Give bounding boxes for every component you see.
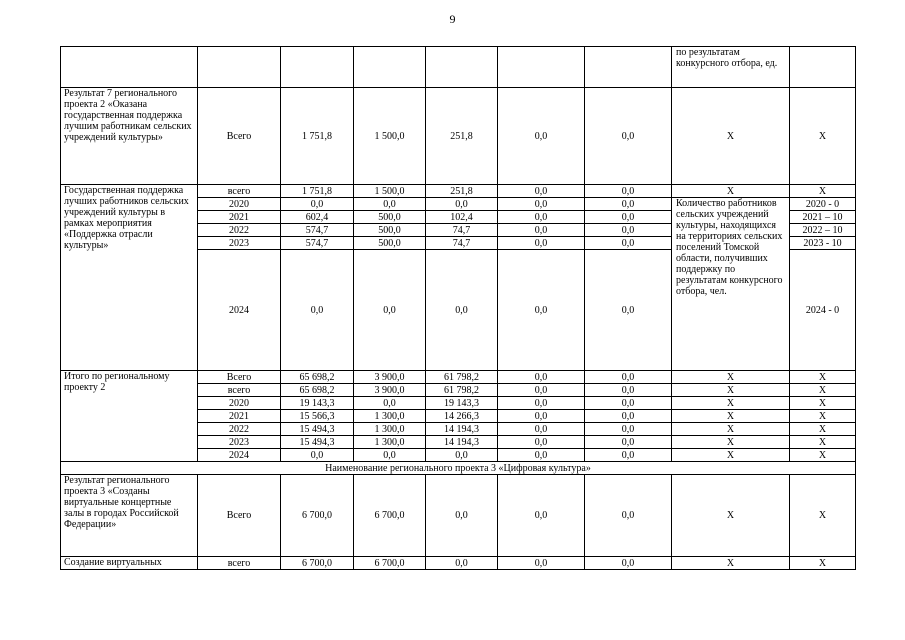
table-cell: 0,0 [354, 198, 426, 211]
table-cell: 1 300,0 [354, 410, 426, 423]
budget-table [60, 46, 856, 570]
table-cell: 0,0 [498, 250, 585, 371]
table-cell: 0,0 [585, 436, 672, 449]
table-cell: 15 494,3 [281, 423, 354, 436]
table-cell: 6 700,0 [354, 475, 426, 557]
table-cell: 500,0 [354, 211, 426, 224]
table-cell: 0,0 [498, 397, 585, 410]
table-cell: Х [790, 449, 856, 462]
row-name-cell: Результат регионального проекта 3 «Созданы виртуальные концертные залы в городах Российской Федерации» [61, 475, 198, 557]
target-cell: 2022 – 10 [790, 224, 856, 237]
table-cell: 2022 [198, 423, 281, 436]
table-cell: 15 494,3 [281, 436, 354, 449]
table-cell: 0,0 [498, 436, 585, 449]
page-number: 9 [449, 12, 456, 26]
table-cell: Х [672, 423, 790, 436]
table-cell: 0,0 [585, 224, 672, 237]
table-cell: 15 566,3 [281, 410, 354, 423]
table-cell: 0,0 [585, 237, 672, 250]
table-cell: всего [198, 185, 281, 198]
table-cell: Х [672, 185, 790, 198]
table-cell: 0,0 [585, 410, 672, 423]
table-cell: 0,0 [498, 423, 585, 436]
table-cell: 3 900,0 [354, 371, 426, 384]
table-cell: 6 700,0 [354, 557, 426, 570]
table-cell: всего [198, 557, 281, 570]
indicator-cell: Количество работников сельских учреждений культуры, находящихся на территориях сельских поселений Томской области, получивших поддержку по результатам конкурсного отбора, чел. [672, 198, 790, 371]
table-cell: 2023 [198, 436, 281, 449]
table-cell [426, 47, 498, 88]
indicator-cell: по результатам конкурсного отбора, ед. [672, 47, 790, 88]
table-cell: 574,7 [281, 224, 354, 237]
table-cell: 6 700,0 [281, 475, 354, 557]
result-row [61, 475, 856, 557]
table-cell: 0,0 [585, 384, 672, 397]
table-cell: всего [198, 384, 281, 397]
table-cell: 0,0 [585, 423, 672, 436]
table-cell [281, 47, 354, 88]
table-cell: 0,0 [498, 237, 585, 250]
table-cell: 0,0 [426, 250, 498, 371]
target-cell: 2020 - 0 [790, 198, 856, 211]
table-cell: Х [790, 397, 856, 410]
table-cell [498, 47, 585, 88]
table-cell: 0,0 [354, 397, 426, 410]
table-cell: 0,0 [498, 557, 585, 570]
row-name-cell: Создание виртуальных [61, 557, 198, 570]
table-cell: 0,0 [498, 475, 585, 557]
row-name-cell: Государственная поддержка лучших работников сельских учреждений культуры в рамках мероприятия «Поддержка отрасли культуры» [61, 185, 198, 371]
table-cell: 74,7 [426, 237, 498, 250]
table-cell: Х [790, 410, 856, 423]
table-cell: 0,0 [426, 557, 498, 570]
table-cell: 0,0 [281, 250, 354, 371]
table-cell: 0,0 [426, 449, 498, 462]
table-cell: 0,0 [498, 384, 585, 397]
table-cell: 61 798,2 [426, 384, 498, 397]
table-cell: Х [790, 557, 856, 570]
table-cell: 0,0 [426, 198, 498, 211]
section-header-row [61, 462, 856, 475]
table-cell: 0,0 [281, 198, 354, 211]
table-cell: Х [790, 371, 856, 384]
table-cell: Х [672, 371, 790, 384]
table-cell: 0,0 [498, 198, 585, 211]
table-cell: 0,0 [585, 371, 672, 384]
table-cell: 1 751,8 [281, 185, 354, 198]
table-cell: 0,0 [585, 88, 672, 185]
table-row [61, 371, 856, 384]
table-cell: 0,0 [498, 224, 585, 237]
table-cell: 500,0 [354, 237, 426, 250]
table-cell: Х [790, 384, 856, 397]
table-cell: 0,0 [498, 211, 585, 224]
table-cell: Х [790, 185, 856, 198]
table-cell [790, 47, 856, 88]
table-cell: 2024 [198, 449, 281, 462]
table-cell: 0,0 [498, 410, 585, 423]
table-cell [61, 47, 198, 88]
table-cell: 2020 [198, 397, 281, 410]
table-cell: 0,0 [281, 449, 354, 462]
table-row [61, 185, 856, 198]
table-cell: Х [672, 88, 790, 185]
table-cell: 14 194,3 [426, 436, 498, 449]
table-cell: 19 143,3 [426, 397, 498, 410]
target-cell: 2024 - 0 [790, 250, 856, 371]
table-cell: 1 751,8 [281, 88, 354, 185]
table-cell [354, 47, 426, 88]
table-cell: Х [672, 436, 790, 449]
table-cell: 61 798,2 [426, 371, 498, 384]
table-cell: 0,0 [585, 211, 672, 224]
table-cell: 0,0 [585, 449, 672, 462]
table-cell: 251,8 [426, 185, 498, 198]
table-cell: 3 900,0 [354, 384, 426, 397]
table-cell: 1 300,0 [354, 423, 426, 436]
table-cell: 2022 [198, 224, 281, 237]
table-cell: 14 194,3 [426, 423, 498, 436]
table-cell: 602,4 [281, 211, 354, 224]
table-cell: 0,0 [585, 557, 672, 570]
table-cell: 1 500,0 [354, 88, 426, 185]
table-cell: 1 500,0 [354, 185, 426, 198]
table-cell: 0,0 [498, 371, 585, 384]
table-cell: Всего [198, 88, 281, 185]
table-cell: 500,0 [354, 224, 426, 237]
row-name-cell: Результат 7 регионального проекта 2 «Оказана государственная поддержка лучшим работникам сельских учреждений культуры» [61, 88, 198, 185]
table-cell: 251,8 [426, 88, 498, 185]
table-cell: 2024 [198, 250, 281, 371]
table-cell: 0,0 [585, 185, 672, 198]
table-cell: 102,4 [426, 211, 498, 224]
table-cell: 0,0 [498, 449, 585, 462]
table-cell: 0,0 [354, 250, 426, 371]
table-cell: Всего [198, 475, 281, 557]
target-cell: 2023 - 10 [790, 237, 856, 250]
table-cell: 74,7 [426, 224, 498, 237]
table-cell: 6 700,0 [281, 557, 354, 570]
table-cell: 19 143,3 [281, 397, 354, 410]
table-cell: Х [790, 475, 856, 557]
table-cell: 574,7 [281, 237, 354, 250]
table-cell: 0,0 [498, 185, 585, 198]
table-cell: Х [672, 410, 790, 423]
table-row [61, 557, 856, 570]
table-cell: 65 698,2 [281, 371, 354, 384]
section-title: Наименование регионального проекта 3 «Цифровая культура» [61, 462, 856, 475]
table-cell: 65 698,2 [281, 384, 354, 397]
table-cell: 2020 [198, 198, 281, 211]
result-row [61, 88, 856, 185]
table-cell: 0,0 [585, 198, 672, 211]
row-name-cell: Итого по региональному проекту 2 [61, 371, 198, 462]
table-cell: 0,0 [498, 88, 585, 185]
table-cell: 2021 [198, 410, 281, 423]
table-cell: Х [790, 436, 856, 449]
continuation-row [61, 47, 856, 88]
table-cell: 0,0 [426, 475, 498, 557]
table-cell: 0,0 [354, 449, 426, 462]
table-cell: 0,0 [585, 397, 672, 410]
target-cell: 2021 – 10 [790, 211, 856, 224]
table-cell: Х [672, 449, 790, 462]
table-cell: 0,0 [585, 475, 672, 557]
table-cell: 0,0 [585, 250, 672, 371]
table-cell: Х [672, 397, 790, 410]
table-cell: Х [672, 557, 790, 570]
table-cell: 1 300,0 [354, 436, 426, 449]
table-cell: 2021 [198, 211, 281, 224]
table-cell [585, 47, 672, 88]
table-cell: Всего [198, 371, 281, 384]
table-cell: Х [672, 384, 790, 397]
table-cell: 2023 [198, 237, 281, 250]
table-cell: Х [790, 88, 856, 185]
table-cell: Х [672, 475, 790, 557]
table-cell: Х [790, 423, 856, 436]
table-cell [198, 47, 281, 88]
table-cell: 14 266,3 [426, 410, 498, 423]
